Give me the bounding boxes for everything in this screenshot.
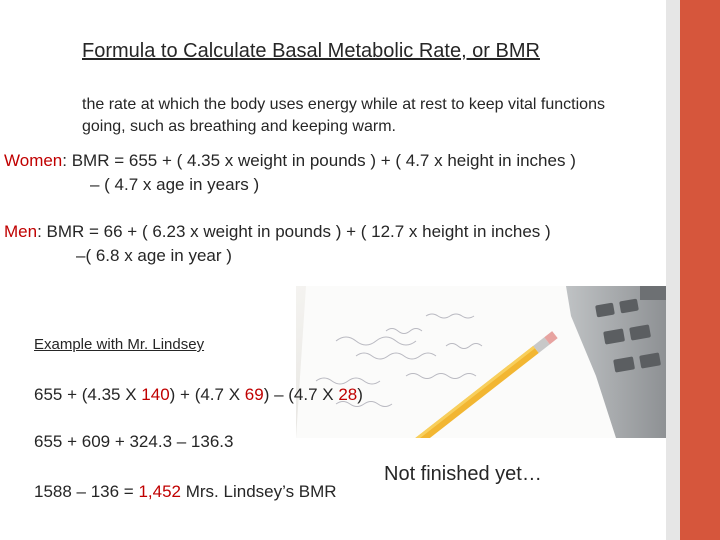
age-value: 28 (338, 385, 358, 404)
calculation-line-2: 655 + 609 + 324.3 – 136.3 (34, 432, 234, 451)
calculator-photo (296, 286, 666, 438)
calc-text: ) – (4.7 X (263, 385, 339, 404)
men-formula (4, 220, 624, 268)
men-formula-main: : BMR = 66 + ( 6.23 x weight in pounds ) + ( 12.7 x height in inches ) (37, 222, 551, 241)
calculation-line-1 (34, 385, 363, 405)
calc-text: 655 + (4.35 X (34, 385, 142, 404)
height-value: 69 (244, 385, 264, 404)
women-formula-main: : BMR = 655 + ( 4.35 x weight in pounds ) + ( 4.7 x height in inches ) (62, 151, 576, 170)
not-finished-note: Not finished yet… (384, 463, 542, 485)
weight-value: 140 (141, 385, 170, 404)
page-title: Formula to Calculate Basal Metabolic Rate, or BMR (82, 40, 540, 62)
women-label: Women (4, 151, 63, 170)
calc-text: 1588 – 136 = (34, 482, 139, 501)
calc-text: ) + (4.7 X (169, 385, 245, 404)
side-strip-gray (666, 0, 680, 540)
calc-text: ) (357, 385, 363, 404)
bmr-result-value: 1,452 (138, 482, 182, 501)
women-formula (4, 149, 624, 197)
women-formula-age: – ( 4.7 x age in years ) (90, 175, 260, 194)
men-formula-age: –( 6.8 x age in year ) (76, 246, 232, 265)
side-strip-red (680, 0, 720, 540)
calculation-result (34, 482, 337, 502)
bmr-definition: the rate at which the body uses energy while at rest to keep vital functions going, such as breathing and keeping warm. (82, 96, 605, 135)
calc-text: Mrs. Lindsey’s BMR (181, 482, 337, 501)
calculator-photo-image (296, 286, 666, 438)
men-label: Men (4, 222, 38, 241)
example-label: Example with Mr. Lindsey (34, 336, 205, 353)
